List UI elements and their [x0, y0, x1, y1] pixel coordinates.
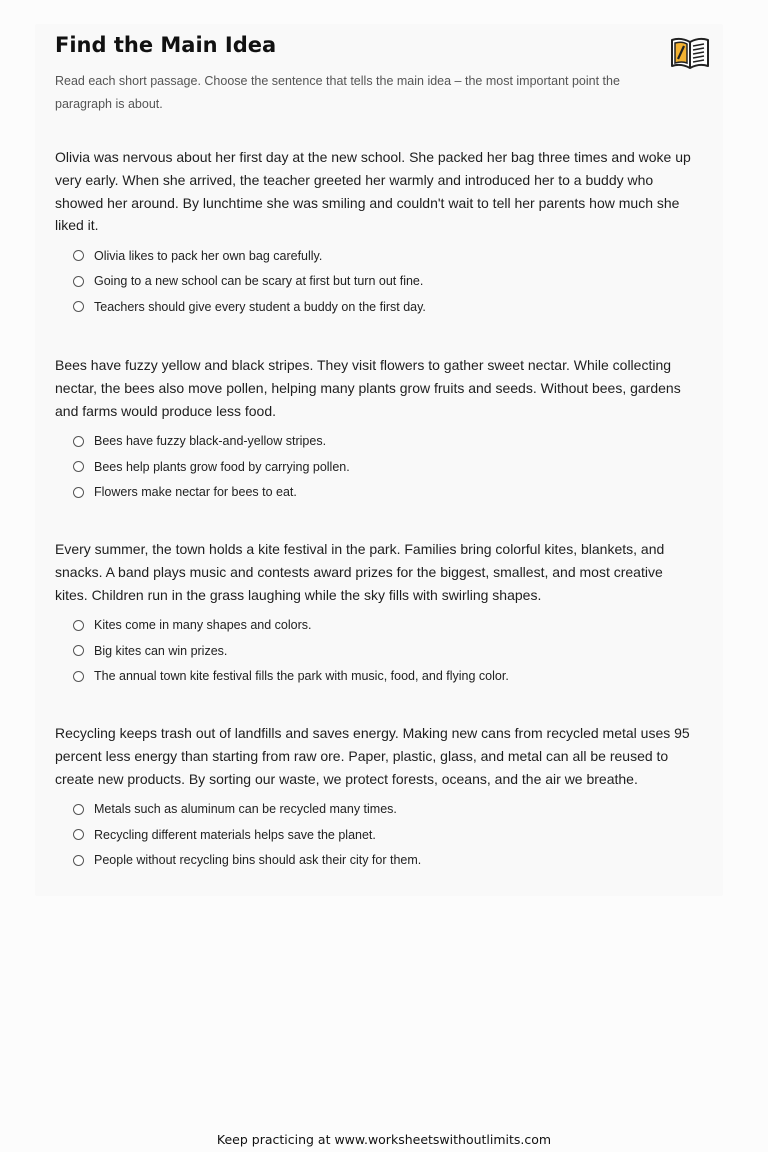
page-title: Find the Main Idea [55, 33, 277, 57]
answer-option[interactable] [73, 847, 695, 873]
answer-options [73, 796, 695, 873]
answer-option[interactable] [73, 479, 695, 505]
passage-1 [55, 146, 695, 320]
passage-text: Bees have fuzzy yellow and black stripes. They visit flowers to gather sweet nectar. While collecting nectar, the bees also move pollen, helping many plants grow fruits and seeds. Without bees, gardens and farms would produce less food. [55, 357, 681, 419]
option-label: Kites come in many shapes and colors. [94, 618, 312, 633]
radio-button[interactable] [73, 301, 84, 312]
passage-text: Olivia was nervous about her first day at the new school. She packed her bag three times and woke up very early. When she arrived, the teacher greeted her warmly and introduced her to a buddy who showed her around. By lunchtime she was smiling and couldn't wait to tell her parents how much she liked it. [55, 149, 691, 234]
option-label: People without recycling bins should ask their city for them. [94, 853, 422, 868]
answer-options [73, 243, 695, 320]
option-label: Flowers make nectar for bees to eat. [94, 485, 297, 500]
radio-button[interactable] [73, 250, 84, 261]
answer-option[interactable] [73, 822, 695, 848]
passage-2 [55, 354, 695, 505]
answer-option[interactable] [73, 663, 695, 689]
passage-text: Every summer, the town holds a kite festival in the park. Families bring colorful kites, blankets, and snacks. A band plays music and contests award prizes for the biggest, smallest, and most creative kites. Children run in the grass laughing while the sky fills with swirling shapes. [55, 541, 665, 603]
radio-button[interactable] [73, 645, 84, 656]
option-label: Teachers should give every student a buddy on the first day. [94, 299, 426, 314]
radio-button[interactable] [73, 829, 84, 840]
option-label: Going to a new school can be scary at first but turn out fine. [94, 274, 424, 289]
answer-option[interactable] [73, 243, 695, 269]
book-pencil-icon [669, 32, 711, 72]
answer-option[interactable] [73, 796, 695, 822]
option-label: The annual town kite festival fills the park with music, food, and flying color. [94, 669, 509, 684]
answer-option[interactable] [73, 294, 695, 320]
answer-option[interactable] [73, 638, 695, 664]
worksheet-card [35, 24, 723, 896]
option-label: Olivia likes to pack her own bag carefully. [94, 248, 323, 263]
answer-option[interactable] [73, 269, 695, 295]
radio-button[interactable] [73, 855, 84, 866]
option-label: Big kites can win prizes. [94, 643, 228, 658]
radio-button[interactable] [73, 276, 84, 287]
passage-4 [55, 722, 695, 873]
radio-button[interactable] [73, 461, 84, 472]
answer-options [73, 612, 695, 689]
radio-button[interactable] [73, 620, 84, 631]
option-label: Bees help plants grow food by carrying pollen. [94, 459, 350, 474]
passage-3 [55, 538, 695, 689]
radio-button[interactable] [73, 671, 84, 682]
radio-button[interactable] [73, 487, 84, 498]
instructions: Read each short passage. Choose the sentence that tells the main idea – the most important point the paragraph is about. [55, 74, 620, 111]
answer-options [73, 428, 695, 505]
option-label: Recycling different materials helps save the planet. [94, 827, 376, 842]
answer-option[interactable] [73, 612, 695, 638]
option-label: Metals such as aluminum can be recycled many times. [94, 802, 397, 817]
footer-link-text: Keep practicing at www.worksheetswithoutlimits.com [216, 1132, 552, 1147]
answer-option[interactable] [73, 428, 695, 454]
radio-button[interactable] [73, 804, 84, 815]
option-label: Bees have fuzzy black-and-yellow stripes. [94, 434, 327, 449]
passage-text: Recycling keeps trash out of landfills and saves energy. Making new cans from recycled metal uses 95 percent less energy than starting from raw ore. Paper, plastic, glass, and metal can all be reused to create new products. By sorting our waste, we protect forests, oceans, and the air we breathe. [55, 725, 690, 787]
radio-button[interactable] [73, 436, 84, 447]
answer-option[interactable] [73, 454, 695, 480]
